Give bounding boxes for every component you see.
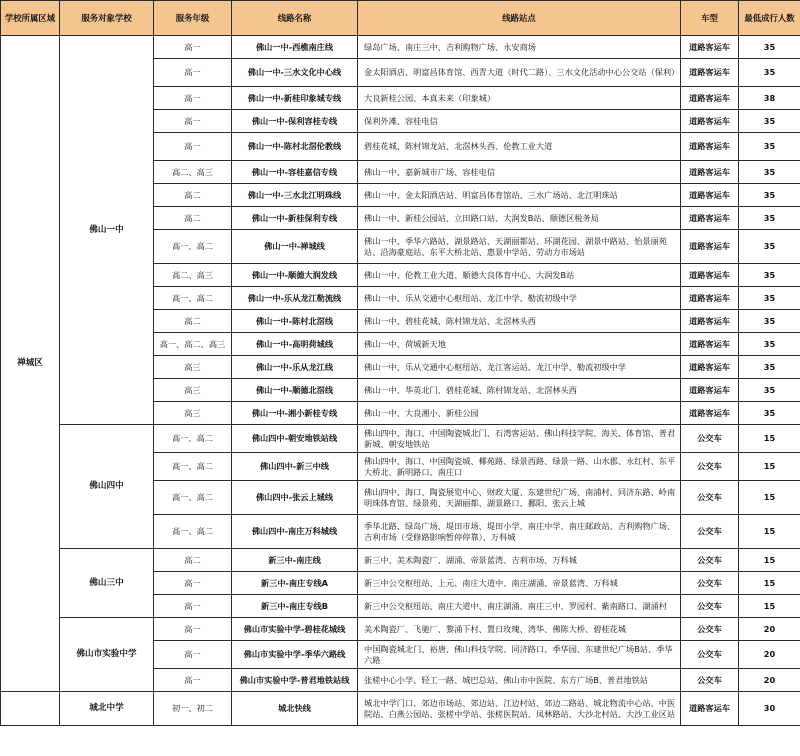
min-passengers-cell: 38 — [739, 87, 800, 110]
grade-cell: 高一 — [154, 595, 232, 618]
grade-cell: 高二、高三 — [154, 161, 232, 184]
district-cell: 禅城区 — [1, 36, 60, 692]
route-name-cell: 佛山四中-朝安地铁站线 — [232, 425, 358, 453]
vehicle-type-cell: 道路客运车 — [681, 264, 739, 287]
min-passengers-cell: 15 — [739, 549, 800, 572]
grade-cell: 高一、高二 — [154, 230, 232, 264]
vehicle-type-cell: 公交车 — [681, 515, 739, 549]
grade-cell: 高一、高二 — [154, 287, 232, 310]
min-passengers-cell: 35 — [739, 133, 800, 161]
vehicle-type-cell: 道路客运车 — [681, 133, 739, 161]
vehicle-type-cell: 公交车 — [681, 425, 739, 453]
min-passengers-cell: 35 — [739, 287, 800, 310]
route-name-cell: 新三中-南庄专线A — [232, 572, 358, 595]
grade-cell: 高一 — [154, 133, 232, 161]
school-cell: 佛山市实验中学 — [60, 618, 154, 692]
table-row — [1, 36, 800, 59]
route-stops-cell: 佛山一中、季华六路站、湖景路站、天湖丽都站、环湖花园、湖景中路站、怡景丽苑站、沿海豪庭站、东平大桥北站、惠景中学站、劳动力市场站 — [358, 230, 681, 264]
vehicle-type-cell: 公交车 — [681, 641, 739, 669]
route-stops-cell: 绿岛广场、南庄三中、吉利购物广场、永安商场 — [358, 36, 681, 59]
route-name-cell: 佛山一中-新桂印象城专线 — [232, 87, 358, 110]
route-name-cell: 佛山市实验中学-碧桂花城线 — [232, 618, 358, 641]
route-stops-cell: 保利外滩、容桂电信 — [358, 110, 681, 133]
grade-cell: 高一、高二 — [154, 481, 232, 515]
route-stops-cell: 佛山四中、海口、中国陶瓷城、椰苑路、绿景西路、绿景一路、山水郡、永红村、东平大桥北、新明路口、南庄口 — [358, 453, 681, 481]
grade-cell: 高二 — [154, 549, 232, 572]
route-stops-cell: 城北中学门口、郊边市场站、郊边站、江边村站、郊边二路站、城北物流中心站、中医院站、白燕公园站、张槎中学站、张槎医院站、凤林路站、大沙北村站、大沙工业区站 — [358, 692, 681, 726]
min-passengers-cell: 35 — [739, 264, 800, 287]
vehicle-type-cell: 道路客运车 — [681, 310, 739, 333]
route-stops-cell: 佛山一中、乐从交通中心枢纽站、龙江客运站、龙江中学、勒流初级中学 — [358, 356, 681, 379]
route-stops-cell: 佛山一中、荷城新天地 — [358, 333, 681, 356]
vehicle-type-cell: 公交车 — [681, 572, 739, 595]
route-name-cell: 佛山一中-新桂保利专线 — [232, 207, 358, 230]
min-passengers-cell: 20 — [739, 618, 800, 641]
min-passengers-cell: 20 — [739, 669, 800, 692]
grade-cell: 高一、高二 — [154, 425, 232, 453]
school-cell: 佛山一中 — [60, 36, 154, 425]
school-cell: 佛山四中 — [60, 425, 154, 549]
route-stops-cell: 中国陶瓷城北门、裕唐、佛山科技学院、同济路口、季华园、东建世纪广场B站、季华六路 — [358, 641, 681, 669]
route-stops-cell: 新三中公交枢纽站、南庄大道中、南庄湖涌、南庄三中、罗园村、紫南路口、湖涌村 — [358, 595, 681, 618]
vehicle-type-cell: 公交车 — [681, 595, 739, 618]
min-passengers-cell: 35 — [739, 310, 800, 333]
route-stops-cell: 佛山四中、海口、陶瓷展览中心、财政大厦、东建世纪广场、南浦村、同济东路、岭南明珠体育馆、绿景苑、天湖丽都、湖景路口、鄱阳、张云上城 — [358, 481, 681, 515]
route-name-cell: 城北快线 — [232, 692, 358, 726]
route-stops-cell: 佛山一中、乐从交通中心枢纽站、龙江中学、勒流初级中学 — [358, 287, 681, 310]
header-row — [1, 1, 800, 36]
vehicle-type-cell: 道路客运车 — [681, 184, 739, 207]
route-name-cell: 佛山一中-三水北江明珠线 — [232, 184, 358, 207]
min-passengers-cell: 15 — [739, 481, 800, 515]
min-passengers-cell: 35 — [739, 207, 800, 230]
route-stops-cell: 张槎中心小学、轻工一路、城巴总站、佛山市中医院、东方广场B、普君地铁站 — [358, 669, 681, 692]
route-stops-cell: 佛山一中、华英北门、碧桂花城、陈村锦龙站、北滘林头西 — [358, 379, 681, 402]
route-name-cell: 新三中-南庄专线B — [232, 595, 358, 618]
vehicle-type-cell: 道路客运车 — [681, 87, 739, 110]
vehicle-type-cell: 道路客运车 — [681, 207, 739, 230]
grade-cell: 高一 — [154, 618, 232, 641]
header-min-passengers: 最低成行人数 — [739, 1, 800, 36]
header-vehicle: 车型 — [681, 1, 739, 36]
grade-cell: 高一、高二、高三 — [154, 333, 232, 356]
route-name-cell: 佛山一中-禅城线 — [232, 230, 358, 264]
vehicle-type-cell: 道路客运车 — [681, 379, 739, 402]
route-name-cell: 佛山一中-陈村北滘线 — [232, 310, 358, 333]
route-stops-cell: 大良新桂公园、本真未来（印象城） — [358, 87, 681, 110]
min-passengers-cell: 35 — [739, 36, 800, 59]
min-passengers-cell: 15 — [739, 425, 800, 453]
grade-cell: 高一 — [154, 110, 232, 133]
district-empty-cell — [1, 692, 60, 726]
vehicle-type-cell: 道路客运车 — [681, 36, 739, 59]
min-passengers-cell: 35 — [739, 184, 800, 207]
route-name-cell: 佛山一中-高明荷城线 — [232, 333, 358, 356]
vehicle-type-cell: 公交车 — [681, 669, 739, 692]
min-passengers-cell: 15 — [739, 572, 800, 595]
min-passengers-cell: 15 — [739, 595, 800, 618]
route-name-cell: 佛山四中-新三中线 — [232, 453, 358, 481]
grade-cell: 高三 — [154, 402, 232, 425]
vehicle-type-cell: 道路客运车 — [681, 402, 739, 425]
min-passengers-cell: 35 — [739, 230, 800, 264]
route-stops-cell: 佛山四中、海口、中国陶瓷城北门、石湾客运站、佛山科技学院、海关、体育馆、普君新城、朝安地铁站 — [358, 425, 681, 453]
vehicle-type-cell: 道路客运车 — [681, 333, 739, 356]
route-name-cell: 佛山一中-乐从龙江勒流线 — [232, 287, 358, 310]
route-stops-cell: 佛山一中、伦教工业大道、顺德大良体育中心、大润发B站 — [358, 264, 681, 287]
school-cell: 城北中学 — [60, 692, 154, 726]
table-row — [1, 549, 800, 572]
header-district: 学校所属区域 — [1, 1, 60, 36]
grade-cell: 高一 — [154, 36, 232, 59]
vehicle-type-cell: 道路客运车 — [681, 692, 739, 726]
table-row — [1, 692, 800, 726]
grade-cell: 高一 — [154, 59, 232, 87]
grade-cell: 高三 — [154, 356, 232, 379]
route-name-cell: 佛山一中-三水文化中心线 — [232, 59, 358, 87]
route-name-cell: 佛山一中-顺德大润发线 — [232, 264, 358, 287]
route-stops-cell: 季华北路、绿岛广场、堤田市场、堤田小学、南庄中学、南庄邮政站、吉利购物广场、吉利市场（受修路影响暂停停靠）、万科城 — [358, 515, 681, 549]
grade-cell: 高二、高三 — [154, 264, 232, 287]
header-grade: 服务年级 — [154, 1, 232, 36]
route-name-cell: 佛山一中-保利容桂专线 — [232, 110, 358, 133]
route-name-cell: 佛山一中-容桂嘉信专线 — [232, 161, 358, 184]
route-stops-cell: 佛山一中、碧桂花城、陈村锦龙站、北滘林头西 — [358, 310, 681, 333]
route-stops-cell: 佛山一中、嘉新城市广场、容桂电信 — [358, 161, 681, 184]
min-passengers-cell: 30 — [739, 692, 800, 726]
route-stops-cell: 佛山一中、金太阳酒店站、明富昌体育馆站、三水广场站、北江明珠站 — [358, 184, 681, 207]
header-stops: 线路站点 — [358, 1, 681, 36]
header-school: 服务对象学校 — [60, 1, 154, 36]
vehicle-type-cell: 公交车 — [681, 549, 739, 572]
vehicle-type-cell: 道路客运车 — [681, 59, 739, 87]
vehicle-type-cell: 公交车 — [681, 453, 739, 481]
table-row — [1, 618, 800, 641]
grade-cell: 高二 — [154, 207, 232, 230]
min-passengers-cell: 35 — [739, 402, 800, 425]
route-name-cell: 佛山一中-湘小新桂专线 — [232, 402, 358, 425]
grade-cell: 高一 — [154, 87, 232, 110]
route-stops-cell: 佛山一中、大良湘小、新桂公园 — [358, 402, 681, 425]
min-passengers-cell: 35 — [739, 110, 800, 133]
min-passengers-cell: 35 — [739, 379, 800, 402]
route-stops-cell: 新三中、美术陶瓷厂、湖涌、帝景蓝湾、吉利市场、万科城 — [358, 549, 681, 572]
vehicle-type-cell: 公交车 — [681, 481, 739, 515]
grade-cell: 高二 — [154, 310, 232, 333]
header-route: 线路名称 — [232, 1, 358, 36]
route-stops-cell: 碧桂花城、陈村锦龙站、北滘林头西、伦教工业大道 — [358, 133, 681, 161]
vehicle-type-cell: 道路客运车 — [681, 230, 739, 264]
route-name-cell: 佛山市实验中学-普君地铁站线 — [232, 669, 358, 692]
grade-cell: 高二 — [154, 184, 232, 207]
route-stops-cell: 佛山一中、新桂公园站、立田路口站、大润发B站、顺德区税务局 — [358, 207, 681, 230]
min-passengers-cell: 35 — [739, 161, 800, 184]
vehicle-type-cell: 道路客运车 — [681, 356, 739, 379]
route-stops-cell: 新三中公交枢纽站、上元、南庄大道中、南庄湖涌、帝景蓝湾、万科城 — [358, 572, 681, 595]
route-stops-cell: 美术陶瓷厂、飞驰厂、黎涌下村、置日玫瑰、湾华、佛陈大桥、碧桂花城 — [358, 618, 681, 641]
route-name-cell: 新三中-南庄线 — [232, 549, 358, 572]
route-name-cell: 佛山四中-南庄万科城线 — [232, 515, 358, 549]
route-name-cell: 佛山四中-张云上城线 — [232, 481, 358, 515]
route-name-cell: 佛山一中-乐从龙江线 — [232, 356, 358, 379]
grade-cell: 高一、高二 — [154, 515, 232, 549]
school-cell: 佛山三中 — [60, 549, 154, 618]
route-name-cell: 佛山一中-西樵南庄线 — [232, 36, 358, 59]
grade-cell: 初一、初二 — [154, 692, 232, 726]
min-passengers-cell: 35 — [739, 356, 800, 379]
min-passengers-cell: 35 — [739, 333, 800, 356]
min-passengers-cell: 20 — [739, 641, 800, 669]
vehicle-type-cell: 道路客运车 — [681, 110, 739, 133]
grade-cell: 高一 — [154, 641, 232, 669]
grade-cell: 高一 — [154, 572, 232, 595]
route-name-cell: 佛山一中-陈村北滘伦教线 — [232, 133, 358, 161]
vehicle-type-cell: 道路客运车 — [681, 161, 739, 184]
grade-cell: 高一 — [154, 669, 232, 692]
vehicle-type-cell: 公交车 — [681, 618, 739, 641]
route-name-cell: 佛山一中-顺德北滘线 — [232, 379, 358, 402]
vehicle-type-cell: 道路客运车 — [681, 287, 739, 310]
grade-cell: 高一、高二 — [154, 453, 232, 481]
min-passengers-cell: 35 — [739, 59, 800, 87]
route-stops-cell: 金太阳酒店、明富昌体育馆、西青大道（时代二路）、三水文化活动中心公交站（保利） — [358, 59, 681, 87]
min-passengers-cell: 15 — [739, 453, 800, 481]
route-name-cell: 佛山市实验中学-季华六路线 — [232, 641, 358, 669]
min-passengers-cell: 15 — [739, 515, 800, 549]
grade-cell: 高三 — [154, 379, 232, 402]
table-row — [1, 425, 800, 453]
